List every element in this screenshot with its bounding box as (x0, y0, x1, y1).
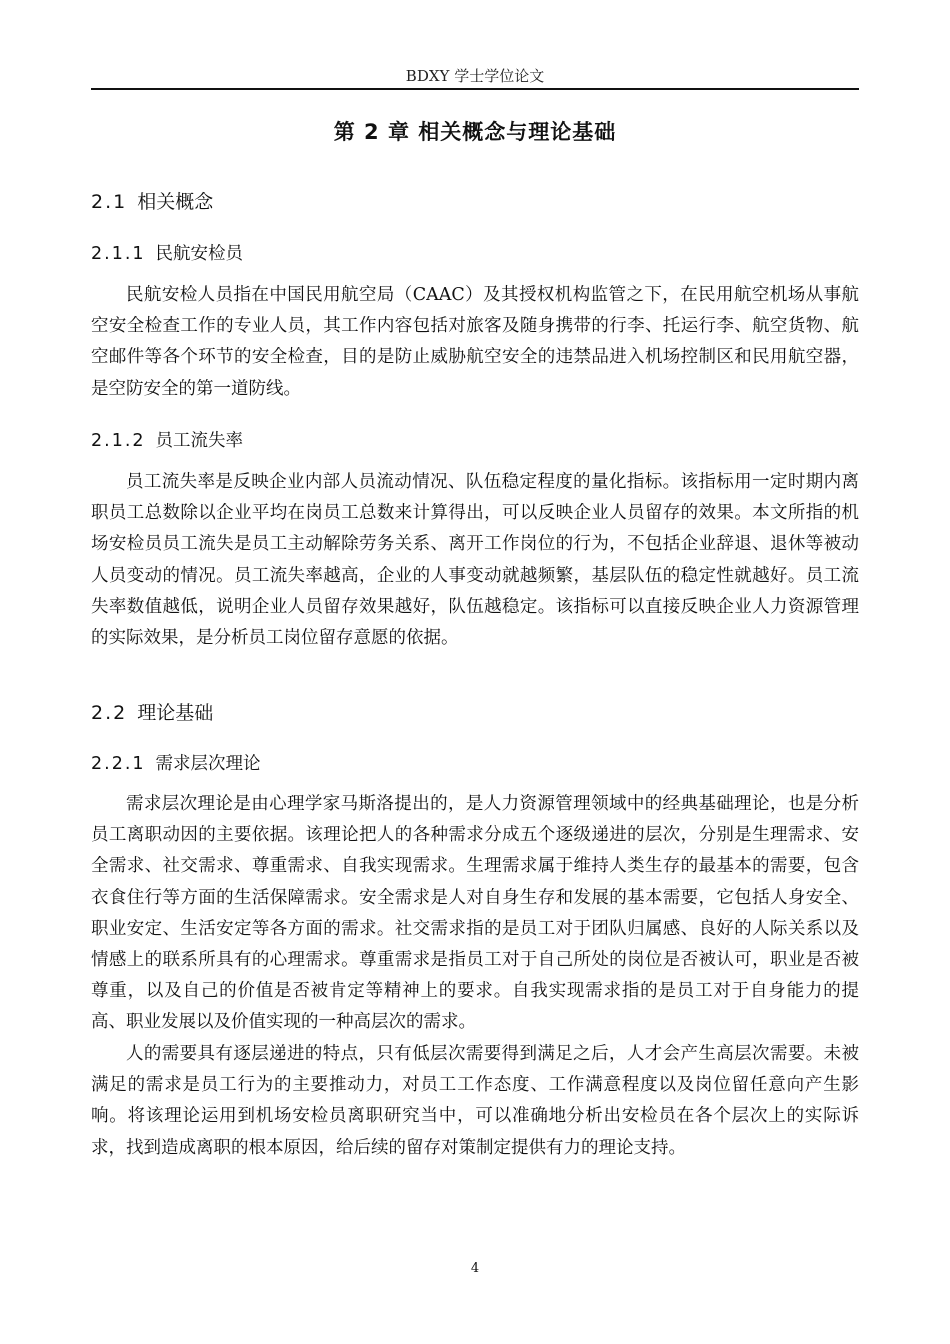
section-title: 理论基础 (137, 702, 214, 724)
subsection-number: 2.1.1 (91, 244, 146, 264)
paragraph-2-2-1-b: 人的需要具有逐层递进的特点，只有低层次需要得到满足之后，人才会产生高层次需要。未被满足的需求是员工行为的主要推动力，对员工工作态度、工作满意程度以及岗位留任意向产生影响。将该理论运用到机场安检员离职研究当中，可以准确地分析出安检员在各个层次上的实际诉求，找到造成离职的根本原因，给后续的留存对策制定提供有力的理论支持。 (91, 1044, 859, 1158)
subsection-number: 2.2.1 (91, 754, 146, 774)
subsection-title: 需求层次理论 (155, 754, 261, 774)
running-header: BDXY 学士学位论文 (405, 67, 545, 85)
subsection-heading-2-2-1 (91, 750, 261, 778)
section-title: 相关概念 (137, 191, 214, 213)
paragraph-2-1-2: 员工流失率是反映企业内部人员流动情况、队伍稳定程度的量化指标。该指标用一定时期内离职员工总数除以企业平均在岗员工总数来计算得出，可以反映企业人员留存的效果。本文所指的机场安检员员工流失是员工主动解除劳务关系、离开工作岗位的行为，不包括企业辞退、退休等被动人员变动的情况。员工流失率越高，企业的人事变动就越频繁，基层队伍的稳定性就越好。员工流失率数值越低，说明企业人员留存效果越好，队伍越稳定。该指标可以直接反映企业人力资源管理的实际效果，是分析员工岗位留存意愿的依据。 (91, 472, 859, 649)
chapter-title: 第 2 章 相关概念与理论基础 (333, 120, 617, 144)
section-heading-2-1 (91, 187, 213, 217)
subsection-number: 2.1.2 (91, 431, 146, 451)
subsection-heading-2-1-1 (91, 240, 243, 268)
page-number: 4 (470, 1261, 480, 1276)
section-number: 2.2 (91, 702, 128, 724)
subsection-heading-2-1-2 (91, 427, 243, 455)
paragraph-2-1-1: 民航安检人员指在中国民用航空局（CAAC）及其授权机构监管之下，在民用航空机场从事航空安全检查工作的专业人员，其工作内容包括对旅客及随身携带的行李、托运行李、航空货物、航空邮件等各个环节的安全检查，目的是防止威胁航空安全的违禁品进入机场控制区和民用航空器，是空防安全的第一道防线。 (91, 285, 859, 399)
subsection-title: 民航安检员 (155, 244, 244, 264)
section-number: 2.1 (91, 191, 128, 213)
section-heading-2-2 (91, 698, 213, 728)
paragraph-2-2-1-a: 需求层次理论是由心理学家马斯洛提出的，是人力资源管理领域中的经典基础理论，也是分析员工离职动因的主要依据。该理论把人的各种需求分成五个逐级递进的层次，分别是生理需求、安全需求、社交需求、尊重需求、自我实现需求。生理需求属于维持人类生存的最基本的需要，包含衣食住行等方面的生活保障需求。安全需求是人对自身生存和发展的基本需要，它包括人身安全、职业安定、生活安定等各方面的需求。社交需求指的是员工对于团队归属感、良好的人际关系以及情感上的联系所具有的心理需求。尊重需求是指员工对于自己所处的岗位是否被认可，职业是否被尊重，以及自己的价值是否被肯定等精神上的要求。自我实现需求指的是员工对于自身能力的提高、职业发展以及价值实现的一种高层次的需求。 (91, 794, 859, 1033)
header-rule (91, 88, 859, 90)
subsection-title: 员工流失率 (155, 431, 244, 451)
